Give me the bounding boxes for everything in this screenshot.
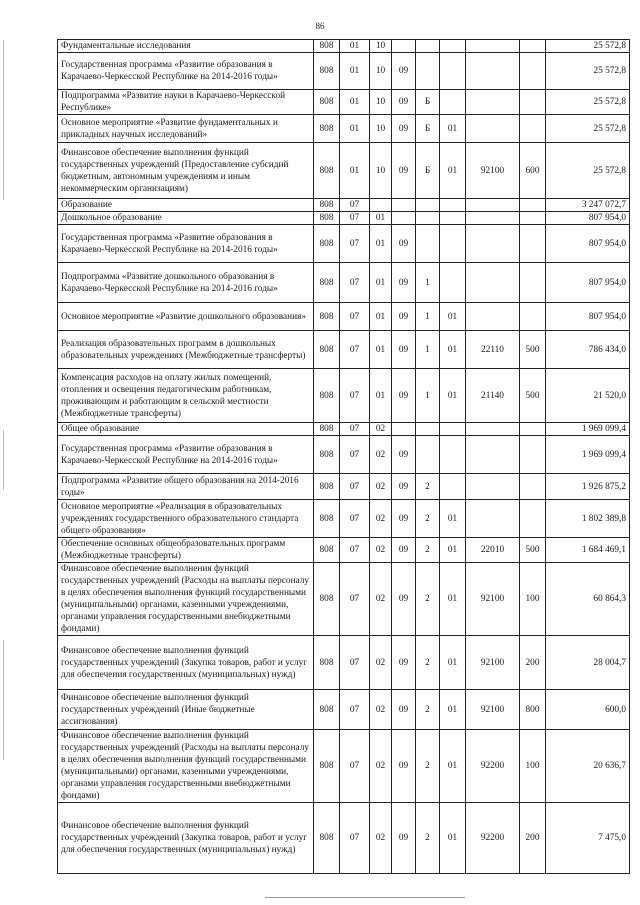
code-direction: 92100 (466, 563, 520, 636)
code-activity: 01 (440, 115, 466, 143)
code-activity: 01 (440, 690, 466, 730)
code-subprogram (416, 40, 440, 53)
table-row (58, 500, 630, 538)
row-amount: 3 247 072,7 (546, 199, 630, 212)
code-expense-type (520, 90, 546, 115)
code-program: 09 (392, 90, 416, 115)
code-subsection: 01 (370, 225, 392, 263)
code-section: 07 (340, 263, 370, 303)
code-direction (466, 500, 520, 538)
code-section: 07 (340, 636, 370, 690)
row-amount: 786 434,0 (546, 331, 630, 369)
code-subprogram: 2 (416, 538, 440, 563)
code-subprogram: 2 (416, 636, 440, 690)
code-section: 07 (340, 500, 370, 538)
row-name: Основное мероприятие «Развитие фундаментальных и прикладных научных исследований» (58, 115, 314, 143)
code-subsection: 02 (370, 436, 392, 474)
code-subprogram (416, 199, 440, 212)
code-ministry: 808 (314, 303, 340, 331)
code-direction: 92100 (466, 690, 520, 730)
code-ministry: 808 (314, 40, 340, 53)
row-amount: 1 684 469,1 (546, 538, 630, 563)
code-activity: 01 (440, 500, 466, 538)
code-direction (466, 423, 520, 436)
row-amount: 1 969 099,4 (546, 436, 630, 474)
row-amount: 1 802 389,8 (546, 500, 630, 538)
code-subsection: 01 (370, 303, 392, 331)
table-row (58, 636, 630, 690)
page-number: 86 (315, 21, 325, 31)
code-subprogram: Б (416, 90, 440, 115)
code-section: 07 (340, 436, 370, 474)
row-name: Государственная программа «Развитие образования в Карачаево-Черкесской Республике на 2014-2016 годы» (58, 225, 314, 263)
code-subsection: 02 (370, 690, 392, 730)
code-subsection: 02 (370, 423, 392, 436)
code-ministry: 808 (314, 423, 340, 436)
code-activity (440, 90, 466, 115)
row-name: Фундаментальные исследования (58, 40, 314, 53)
code-ministry: 808 (314, 690, 340, 730)
row-name: Финансовое обеспечение выполнения функций государственных учреждений (Расходы на выплаты персоналу в целях обеспечения выполнения функций государственными (муниципальными) органами, казенными учреждениями, органами управления государственными внебюджетными фондами) (58, 730, 314, 803)
scan-margin-marks (0, 0, 10, 905)
row-name: Компенсация расходов на оплату жилых помещений, отопления и освещения педагогическим работникам, проживающим и работающим в сельской местности (Межбюджетные трансферты) (58, 369, 314, 423)
code-activity (440, 53, 466, 90)
code-section: 07 (340, 303, 370, 331)
code-subprogram: 1 (416, 331, 440, 369)
code-expense-type (520, 199, 546, 212)
code-program: 09 (392, 225, 416, 263)
budget-table (57, 39, 630, 874)
code-program: 09 (392, 53, 416, 90)
code-subprogram: 1 (416, 369, 440, 423)
code-expense-type: 200 (520, 803, 546, 874)
code-program (392, 212, 416, 225)
code-ministry: 808 (314, 474, 340, 500)
code-subsection: 10 (370, 90, 392, 115)
code-ministry: 808 (314, 143, 340, 199)
code-ministry: 808 (314, 199, 340, 212)
code-program: 09 (392, 115, 416, 143)
code-program (392, 423, 416, 436)
code-subprogram: 1 (416, 303, 440, 331)
code-ministry: 808 (314, 636, 340, 690)
code-direction: 22110 (466, 331, 520, 369)
code-section: 01 (340, 90, 370, 115)
code-direction: 22010 (466, 538, 520, 563)
code-subsection: 01 (370, 263, 392, 303)
code-subsection: 02 (370, 538, 392, 563)
row-amount: 21 520,0 (546, 369, 630, 423)
code-program: 09 (392, 803, 416, 874)
code-program: 09 (392, 636, 416, 690)
code-direction (466, 115, 520, 143)
code-direction: 92100 (466, 143, 520, 199)
code-subsection: 10 (370, 115, 392, 143)
table-row (58, 690, 630, 730)
code-expense-type (520, 263, 546, 303)
code-expense-type: 500 (520, 369, 546, 423)
code-subsection: 02 (370, 730, 392, 803)
code-subprogram: 2 (416, 730, 440, 803)
code-expense-type (520, 436, 546, 474)
code-program: 09 (392, 730, 416, 803)
code-subprogram (416, 212, 440, 225)
code-subsection: 02 (370, 563, 392, 636)
code-subprogram: 2 (416, 803, 440, 874)
row-name: Подпрограмма «Развитие дошкольного образования в Карачаево-Черкесской Республике на 2014-2016 годы» (58, 263, 314, 303)
code-expense-type (520, 423, 546, 436)
code-expense-type: 800 (520, 690, 546, 730)
code-ministry: 808 (314, 730, 340, 803)
row-amount: 807 954,0 (546, 212, 630, 225)
row-amount: 25 572,8 (546, 115, 630, 143)
code-ministry: 808 (314, 90, 340, 115)
code-section: 07 (340, 331, 370, 369)
row-name: Основное мероприятие «Развитие дошкольного образования» (58, 303, 314, 331)
code-activity: 01 (440, 730, 466, 803)
code-subprogram: 2 (416, 500, 440, 538)
row-amount: 25 572,8 (546, 143, 630, 199)
row-name: Дошкольное образование (58, 212, 314, 225)
code-activity (440, 225, 466, 263)
code-direction (466, 53, 520, 90)
code-activity (440, 436, 466, 474)
row-name: Обеспечение основных общеобразовательных программ (Межбюджетные трансферты) (58, 538, 314, 563)
table-row (58, 369, 630, 423)
row-name: Финансовое обеспечение выполнения функций государственных учреждений (Иные бюджетные ассигнования) (58, 690, 314, 730)
code-activity (440, 263, 466, 303)
code-program: 09 (392, 303, 416, 331)
code-program: 09 (392, 143, 416, 199)
code-section: 07 (340, 369, 370, 423)
code-subprogram: 2 (416, 563, 440, 636)
row-amount: 60 864,3 (546, 563, 630, 636)
code-expense-type (520, 40, 546, 53)
table-row (58, 263, 630, 303)
code-section: 07 (340, 225, 370, 263)
row-amount: 1 969 099,4 (546, 423, 630, 436)
code-expense-type (520, 474, 546, 500)
code-activity: 01 (440, 143, 466, 199)
code-expense-type (520, 115, 546, 143)
code-section: 07 (340, 212, 370, 225)
code-activity (440, 423, 466, 436)
code-section: 01 (340, 40, 370, 53)
table-row (58, 143, 630, 199)
code-subprogram (416, 225, 440, 263)
code-section: 07 (340, 538, 370, 563)
code-section: 07 (340, 803, 370, 874)
code-program: 09 (392, 690, 416, 730)
row-amount: 807 954,0 (546, 303, 630, 331)
code-expense-type: 100 (520, 730, 546, 803)
code-expense-type (520, 212, 546, 225)
code-direction (466, 225, 520, 263)
footer-rule (265, 897, 465, 898)
code-expense-type: 100 (520, 563, 546, 636)
code-direction: 92200 (466, 803, 520, 874)
code-direction (466, 199, 520, 212)
code-subprogram: 2 (416, 690, 440, 730)
code-ministry: 808 (314, 369, 340, 423)
code-expense-type (520, 53, 546, 90)
table-row (58, 53, 630, 90)
code-ministry: 808 (314, 563, 340, 636)
table-row (58, 90, 630, 115)
row-amount: 7 475,0 (546, 803, 630, 874)
row-name: Образование (58, 199, 314, 212)
row-name: Основное мероприятие «Реализация в образовательных учреждениях государственного образовательного стандарта общего образования» (58, 500, 314, 538)
code-subsection: 02 (370, 803, 392, 874)
code-subprogram (416, 436, 440, 474)
code-program: 09 (392, 263, 416, 303)
code-ministry: 808 (314, 803, 340, 874)
code-activity: 01 (440, 303, 466, 331)
code-subsection: 10 (370, 40, 392, 53)
row-amount: 807 954,0 (546, 263, 630, 303)
code-ministry: 808 (314, 500, 340, 538)
row-amount: 807 954,0 (546, 225, 630, 263)
table-row (58, 212, 630, 225)
code-activity: 01 (440, 538, 466, 563)
code-direction: 92100 (466, 636, 520, 690)
code-subprogram: 2 (416, 474, 440, 500)
row-name: Государственная программа «Развитие образования в Карачаево-Черкесской Республике на 2014-2016 годы» (58, 53, 314, 90)
code-subsection: 02 (370, 636, 392, 690)
code-subprogram: Б (416, 115, 440, 143)
code-direction (466, 40, 520, 53)
table-row (58, 115, 630, 143)
table-row (58, 303, 630, 331)
table-row (58, 563, 630, 636)
code-activity: 01 (440, 636, 466, 690)
code-activity: 01 (440, 563, 466, 636)
code-direction (466, 303, 520, 331)
code-expense-type: 200 (520, 636, 546, 690)
code-subsection: 02 (370, 474, 392, 500)
code-expense-type: 600 (520, 143, 546, 199)
code-section: 01 (340, 53, 370, 90)
code-subsection: 02 (370, 500, 392, 538)
code-ministry: 808 (314, 225, 340, 263)
code-subsection: 01 (370, 212, 392, 225)
code-program (392, 199, 416, 212)
row-amount: 25 572,8 (546, 53, 630, 90)
row-name: Подпрограмма «Развитие общего образования на 2014-2016 годы» (58, 474, 314, 500)
code-activity (440, 474, 466, 500)
code-ministry: 808 (314, 212, 340, 225)
row-amount: 1 926 875,2 (546, 474, 630, 500)
code-activity (440, 199, 466, 212)
code-subprogram (416, 53, 440, 90)
row-name: Государственная программа «Развитие образования в Карачаево-Черкесской Республике на 2014-2016 годы» (58, 436, 314, 474)
code-direction (466, 212, 520, 225)
code-activity (440, 40, 466, 53)
code-section: 01 (340, 115, 370, 143)
code-program: 09 (392, 538, 416, 563)
code-ministry: 808 (314, 115, 340, 143)
row-amount: 20 636,7 (546, 730, 630, 803)
row-name: Финансовое обеспечение выполнения функций государственных учреждений (Закупка товаров, работ и услуг для обеспечения государственных (муниципальных) нужд) (58, 636, 314, 690)
row-name: Финансовое обеспечение выполнения функций государственных учреждений (Предоставление субсидий бюджетным, автономным учреждениям и иным некоммерческим организациям) (58, 143, 314, 199)
code-ministry: 808 (314, 263, 340, 303)
code-section: 07 (340, 730, 370, 803)
row-name: Финансовое обеспечение выполнения функций государственных учреждений (Расходы на выплаты персоналу в целях обеспечения выполнения функций государственными (муниципальными) органами, казенными учреждениями, органами управления государственными внебюджетными фондами) (58, 563, 314, 636)
code-direction (466, 90, 520, 115)
code-program: 09 (392, 369, 416, 423)
code-section: 07 (340, 563, 370, 636)
code-program: 09 (392, 474, 416, 500)
table-row (58, 423, 630, 436)
table-row (58, 538, 630, 563)
table-row (58, 331, 630, 369)
row-name: Реализация образовательных программ в дошкольных образовательных учреждениях (Межбюджетные трансферты) (58, 331, 314, 369)
code-subsection (370, 199, 392, 212)
code-ministry: 808 (314, 53, 340, 90)
row-amount: 28 004,7 (546, 636, 630, 690)
table-row (58, 436, 630, 474)
code-ministry: 808 (314, 436, 340, 474)
code-program: 09 (392, 500, 416, 538)
code-subsection: 10 (370, 143, 392, 199)
table-row (58, 225, 630, 263)
table-row (58, 474, 630, 500)
code-activity: 01 (440, 369, 466, 423)
code-subsection: 01 (370, 369, 392, 423)
code-expense-type: 500 (520, 331, 546, 369)
code-subsection: 10 (370, 53, 392, 90)
code-program (392, 40, 416, 53)
code-subprogram: Б (416, 143, 440, 199)
row-name: Общее образование (58, 423, 314, 436)
code-direction (466, 474, 520, 500)
code-program: 09 (392, 436, 416, 474)
code-section: 01 (340, 143, 370, 199)
code-ministry: 808 (314, 538, 340, 563)
table-row (58, 199, 630, 212)
code-direction: 92200 (466, 730, 520, 803)
code-direction (466, 436, 520, 474)
code-activity: 01 (440, 331, 466, 369)
row-name: Подпрограмма «Развитие науки в Карачаево-Черкесской Республике» (58, 90, 314, 115)
code-subsection: 01 (370, 331, 392, 369)
code-expense-type (520, 225, 546, 263)
code-subprogram (416, 423, 440, 436)
code-program: 09 (392, 331, 416, 369)
code-direction: 21140 (466, 369, 520, 423)
code-program: 09 (392, 563, 416, 636)
code-expense-type: 500 (520, 538, 546, 563)
code-section: 07 (340, 423, 370, 436)
row-amount: 25 572,8 (546, 40, 630, 53)
row-amount: 600,0 (546, 690, 630, 730)
code-subprogram: 1 (416, 263, 440, 303)
code-expense-type (520, 500, 546, 538)
code-section: 07 (340, 474, 370, 500)
code-ministry: 808 (314, 331, 340, 369)
code-activity (440, 212, 466, 225)
table-row (58, 803, 630, 874)
code-direction (466, 263, 520, 303)
code-activity: 01 (440, 803, 466, 874)
code-section: 07 (340, 690, 370, 730)
row-amount: 25 572,8 (546, 90, 630, 115)
code-expense-type (520, 303, 546, 331)
code-section: 07 (340, 199, 370, 212)
table-row (58, 730, 630, 803)
row-name: Финансовое обеспечение выполнения функций государственных учреждений (Закупка товаров, работ и услуг для обеспечения государственных (муниципальных) нужд) (58, 803, 314, 874)
table-row (58, 40, 630, 53)
